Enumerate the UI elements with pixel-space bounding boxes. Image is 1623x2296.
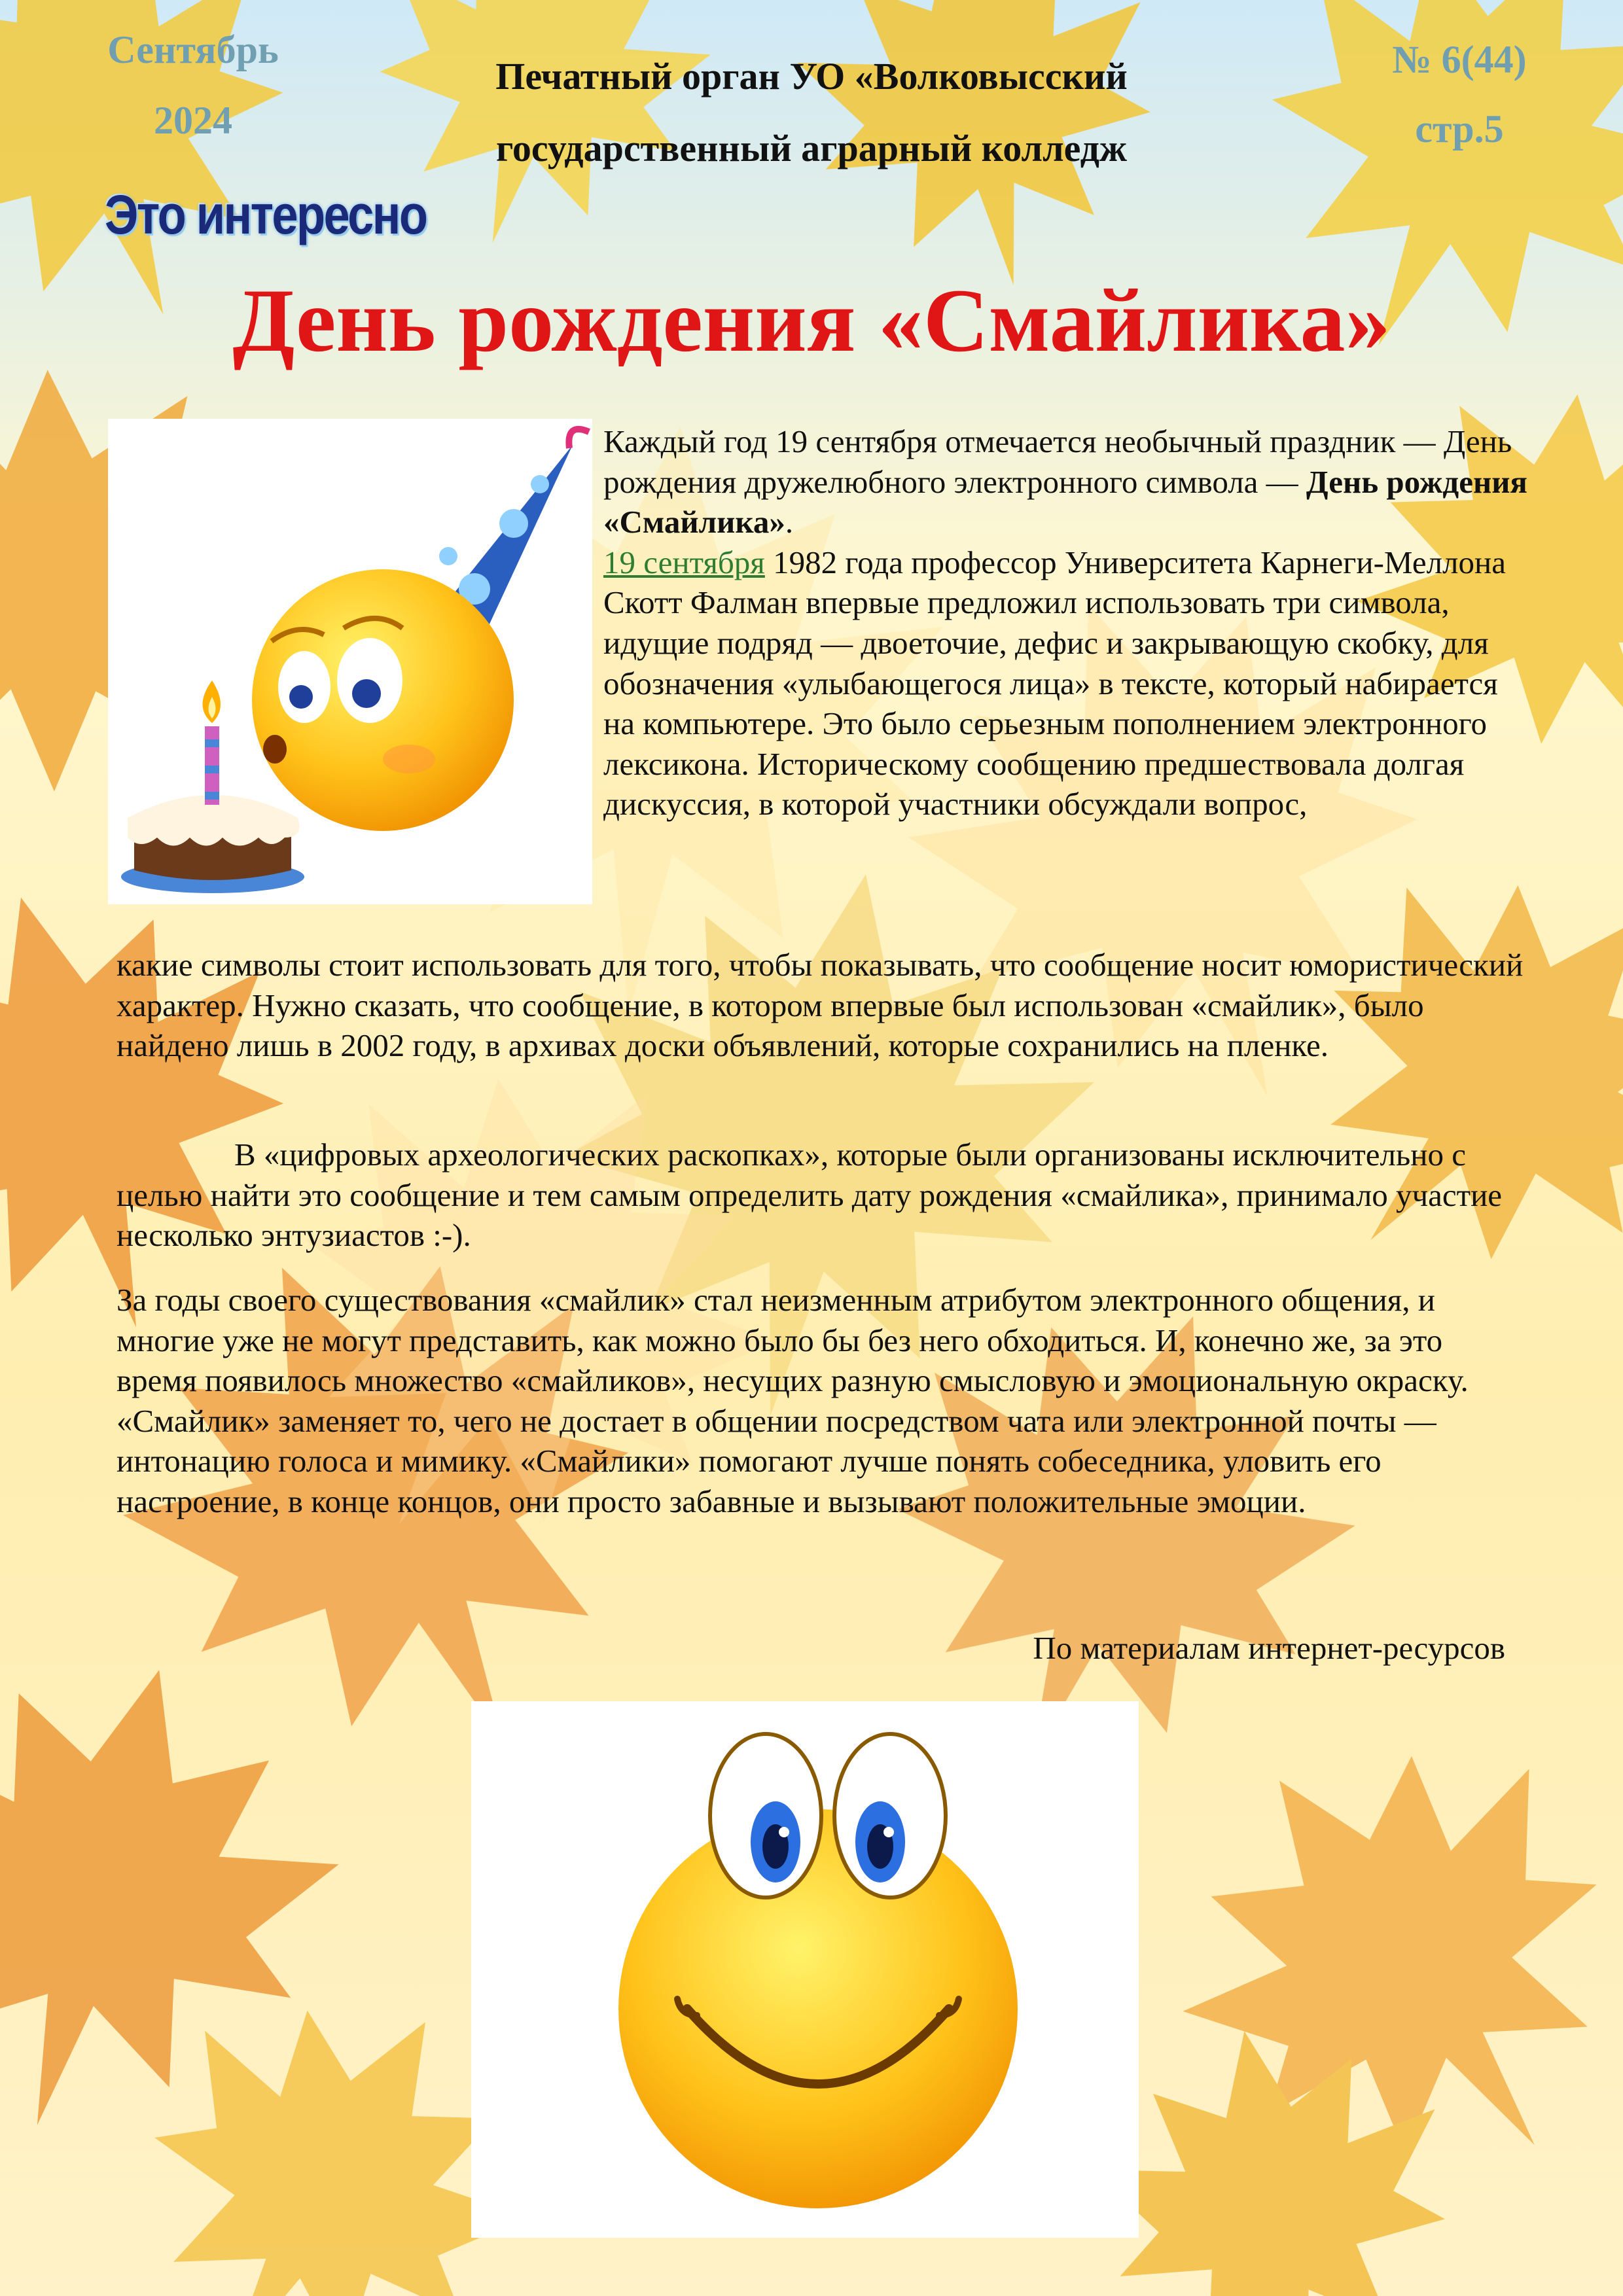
intro-bold-text: День рождения «Смайлика» [603,463,1527,540]
archaeology-text: В «цифровых археологических раскопках», которые были организованы исключительно с целью найти это сообщение и тем самым определить дату рождения «смайлика», принимало участие несколько энтузиастов :-). [116,1137,1503,1254]
publisher-line-1: Печатный орган УО «Волковысский [495,55,1128,97]
archaeology-paragraph [116,1135,1524,1256]
issue-number-block [1361,25,1558,164]
page-title: День рождения «Смайлика» [232,270,1391,370]
emotions-text: «Смайлик» заменяет то, чего не достает в общении посредством чата или электронной почты — интонацию голоса и мимику. «Смайлики» помогают лучше понять собеседника, уловить его настроение, в конце концов, они просто забавные и вызывают положительные эмоции. [116,1402,1436,1519]
intro-paragraph [603,421,1533,542]
history-paragraph-top [603,542,1533,824]
intro-end: . [785,504,794,540]
birthday-smiley-picture [108,419,592,904]
source-note: По материалам интернет-ресурсов [1033,1630,1505,1666]
date-link[interactable]: 19 сентября [603,544,765,580]
issue-number: № 6(44) [1392,38,1527,81]
happy-smiley-picture [471,1701,1139,2238]
issue-year: 2024 [154,99,232,142]
issue-month: Сентябрь [107,28,279,71]
issue-date [98,14,288,156]
publisher-line-2: государственный аграрный колледж [496,127,1127,169]
birthday-smiley-icon [108,419,592,904]
rubric-label: Это интересно [105,184,427,245]
attribute-paragraph [116,1280,1524,1522]
article-intro-block [603,421,1533,824]
history-text-top: 1982 года профессор Университета Карнеги-Меллона Скотт Фалман впервые предложил использовать три символа, идущие подряд — двоеточие, дефис и закрывающую скобку, для обозначения «улыбающегося лица» в тексте, который набирается на компьютере. Это было серьезным пополнением электронного лексикона. Историческому сообщению предшествовала долгая дискуссия, в которой участники обсуждали вопрос, [603,544,1506,822]
intro-text: Каждый год 19 сентября отмечается необычный праздник — День рождения дружелюбного электронного символа — [603,423,1512,500]
happy-smiley-icon [471,1701,1139,2238]
history-text-bottom: какие символы стоит использовать для того, чтобы показывать, что сообщение носит юмористический характер. Нужно сказать, что сообщение, в котором впервые был использован «смайлик», было найдено лишь в 2002 году, в архивах доски объявлений, которые сохранились на пленке. [116,947,1524,1064]
attribute-text: За годы своего существования «смайлик» стал неизменным атрибутом электронного общения, и многие уже не могут представить, как можно было бы без него обходиться. И, конечно же, за это время появилось множество «смайликов», несущих разную смысловую и эмоциональную окраску. [116,1282,1469,1399]
history-paragraph-bottom [116,945,1524,1066]
page-number: стр.5 [1415,107,1504,150]
publisher-info [419,41,1204,185]
